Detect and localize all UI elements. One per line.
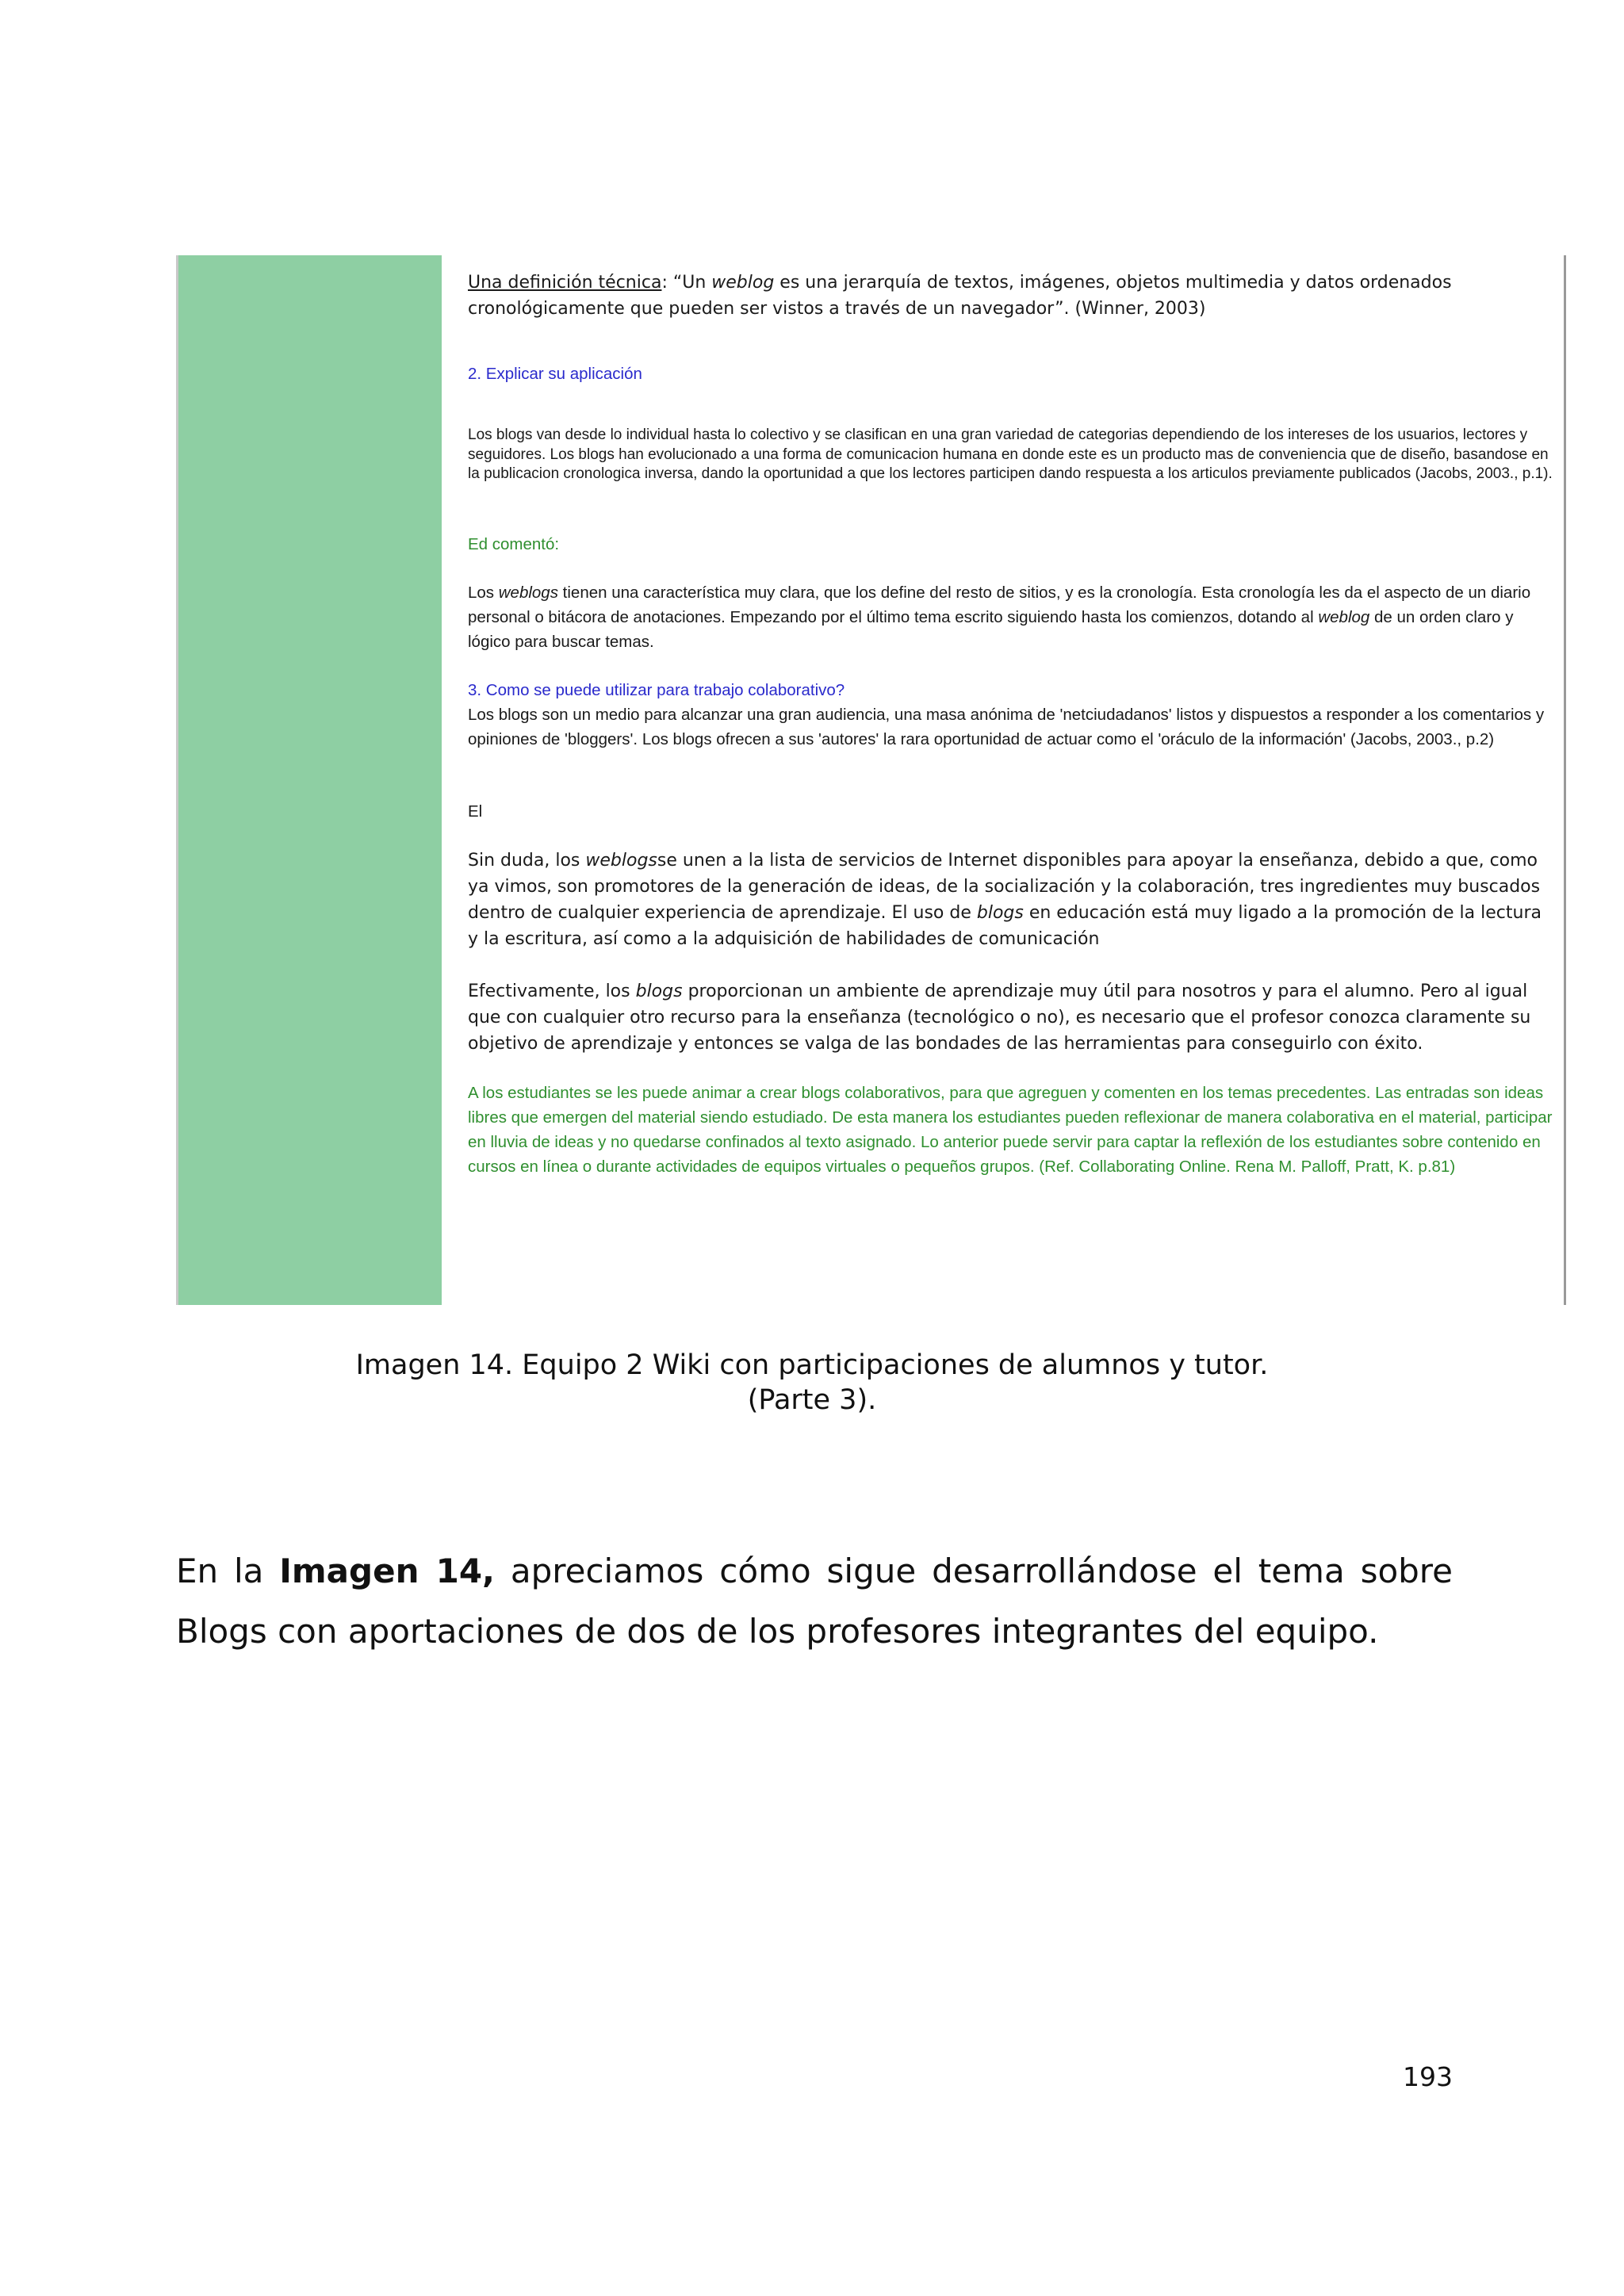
caption-line-2: (Parte 3). bbox=[747, 1384, 877, 1416]
scrollbar-edge bbox=[1564, 255, 1566, 1305]
definition-text: es una jerarquía de textos, imágenes, objetos multimedia y datos ordenados cronológicamente que pueden ser vistos a través de un navegador”. (Winner, 2003) bbox=[468, 273, 1452, 319]
body-text-pre: En la bbox=[176, 1552, 280, 1590]
page-number: 193 bbox=[1403, 2061, 1453, 2092]
heading-aplicacion: 2. Explicar su aplicación bbox=[468, 365, 642, 383]
ed-emphasis-1: weblogs bbox=[498, 583, 558, 602]
comment-ed-text bbox=[468, 580, 1554, 654]
definition-emphasis: weblog bbox=[711, 273, 775, 293]
body-text-post: apreciamos cómo sigue desarrollándose el tema sobre Blogs con aportaciones de dos de los profesores integrantes del equipo. bbox=[176, 1552, 1453, 1651]
el-emphasis-1: weblogs bbox=[585, 850, 657, 871]
ed-text-3: de un orden claro y lógico para buscar temas. bbox=[468, 607, 1514, 651]
paragraph-colaborativo: Los blogs son un medio para alcanzar una gran audiencia, una masa anónima de 'netciudadanos' listos y dispuestos a responder a los comentarios y opiniones de 'bloggers'. Los blogs ofrecen a sus 'autores' la rara oportunidad de actuar como el 'oráculo de la información' (Jacobs, 2003., p.2) bbox=[468, 705, 1545, 748]
comment-author-ed: Ed comentó: bbox=[468, 534, 560, 553]
definition-text-open: : “Un bbox=[661, 273, 712, 293]
paragraph-green-reference: A los estudiantes se les puede animar a crear blogs colaborativos, para que agreguen y comenten en los temas precedentes. Las entradas son ideas libres que emergen del material siendo estudiado. De esta manera los estudiantes pueden reflexionar de manera colaborativa en el material, participar en lluvia de ideas y no quedarse confinados al texto asignado. Lo anterior puede servir para captar la reflexión de los estudiantes sobre contenido en cursos en línea o durante actividades de equipos virtuales o pequeños grupos. (Ref. Collaborating Online. Rena M. Palloff, Pratt, K. p.81) bbox=[468, 1083, 1553, 1176]
el-emphasis-2: blogs bbox=[976, 902, 1024, 923]
ed-emphasis-2: weblog bbox=[1318, 607, 1370, 626]
comment-author-el: El bbox=[468, 802, 483, 821]
el-text-1: Sin duda, los bbox=[468, 850, 586, 871]
ef-text-2: proporcionan un ambiente de aprendizaje muy útil para nosotros y para el alumno. Pero al igual que con cualquier otro recurso para la enseñanza (tecnológico o no), es necesario que el profesor conozca claramente su objetivo de aprendizaje y entonces se valga de las bondades de las herramientas para conseguirlo con éxito. bbox=[468, 981, 1531, 1054]
el-text-2: se unen a la lista de servicios de Internet disponibles para apoyar la enseñanza, debido a que, como ya vimos, son promotores de la generación de ideas, de la socialización y la colaboración, tres ingredientes muy buscados dentro de cualquier experiencia de aprendizaje. El uso de bbox=[468, 850, 1541, 923]
ed-text-2: tienen una característica muy clara, que los define del resto de sitios, y es la cronología. Esta cronología les da el aspecto de un diario personal o bitácora de anotaciones. Empezando por el último tema escrito siguiendo hasta los comienzos, dotando al bbox=[468, 583, 1531, 626]
ed-text-1: Los bbox=[468, 583, 499, 602]
heading-colaborativo: 3. Como se puede utilizar para trabajo colaborativo? bbox=[468, 680, 845, 699]
el-text-3: en educación está muy ligado a la promoción de la lectura y la escritura, así como a la adquisición de habilidades de comunicación bbox=[468, 902, 1542, 949]
body-text-bold: Imagen 14, bbox=[279, 1552, 495, 1590]
definition-label: Una definición técnica bbox=[468, 273, 662, 293]
figure-caption bbox=[0, 1348, 1624, 1418]
wiki-screenshot-figure bbox=[176, 255, 1563, 1305]
paragraph-efectivamente bbox=[468, 978, 1554, 1057]
caption-line-1: Imagen 14. Equipo 2 Wiki con participaciones de alumnos y tutor. bbox=[355, 1349, 1269, 1381]
wiki-content bbox=[468, 270, 1554, 1179]
paragraph-sin-duda bbox=[468, 848, 1554, 952]
ef-emphasis: blogs bbox=[635, 981, 683, 1001]
body-paragraph bbox=[176, 1541, 1453, 1662]
definition-paragraph bbox=[468, 270, 1554, 322]
paragraph-aplicacion: Los blogs van desde lo individual hasta lo colectivo y se clasifican en una gran variedad de categorias dependiendo de los intereses de los usuarios, lectores y seguidores. Los blogs han evolucionado a una forma de comunicacion humana en donde este es un producto mas de conveniencia que de diseño, basandose en la publicacion cronologica inversa, dando la oportunidad a que los lectores participen dando respuesta a los articulos previamente publicados (Jacobs, 2003., p.1). bbox=[468, 427, 1553, 482]
wiki-sidebar bbox=[178, 255, 442, 1305]
ef-text-1: Efectivamente, los bbox=[468, 981, 636, 1001]
